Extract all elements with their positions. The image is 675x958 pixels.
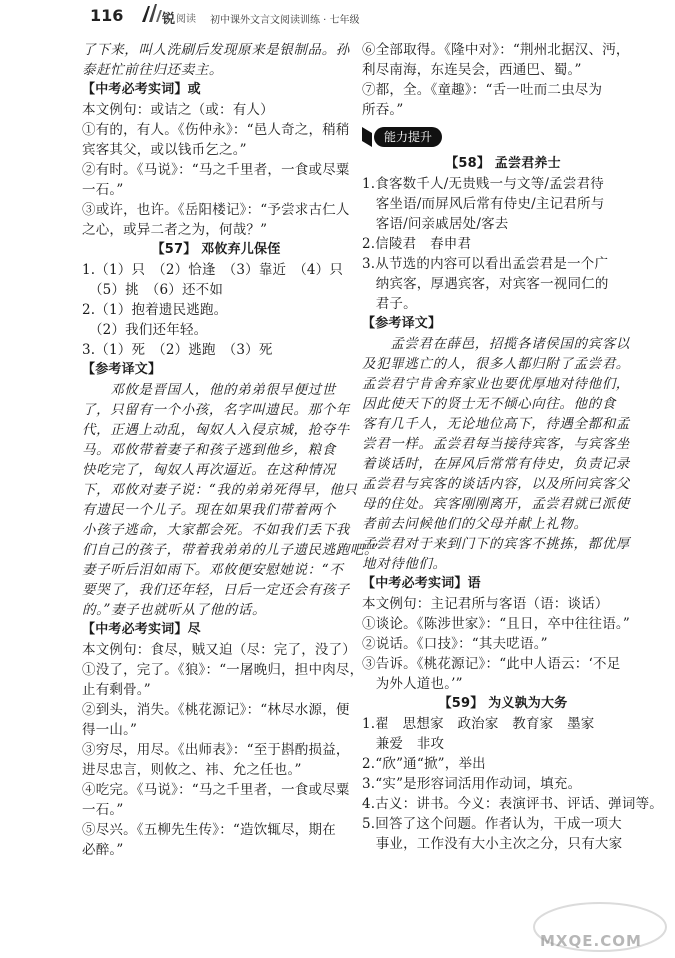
text-line: 了下来，叫人洗刷后发现原来是银制品。孙 — [82, 42, 350, 58]
text-line: 马。邓攸带着妻子和孩子逃到他乡，粮食 — [82, 442, 336, 458]
text-line: ④吃完。《马说》：“马之千里者，一食或尽粟 — [82, 782, 350, 798]
text-line: 必醉。” — [82, 842, 124, 858]
text-line: 本文例句：食尽，贼又迫（尽：完了，没了） — [82, 642, 356, 658]
text-line: 2.信陵君 春申君 — [362, 236, 472, 252]
text-line: 因此使天下的贤士无不倾心向往。他的食 — [362, 396, 616, 412]
text-line: ③或许，也许。《岳阳楼记》：“予尝求古仁人 — [82, 202, 350, 218]
text-line: 为外人道也。’” — [362, 676, 463, 692]
text-line: 及犯罪逃亡的人，很多人都归附了孟尝君。 — [362, 356, 630, 372]
text-line: 3.从节选的内容可以看出孟尝君是一个广 — [362, 256, 609, 272]
text-line: 者前去问候他们的父母并献上礼物。 — [362, 516, 588, 532]
text-line: ③穷尽，用尽。《出师表》：“至于斟酌损益， — [82, 742, 350, 758]
text-line: ①有的，有人。《伤仲永》：“邑人奇之，稍稍 — [82, 122, 350, 138]
section-tag: 【参考译文】 — [82, 362, 162, 377]
text-line: 进尽忠言，则攸之、祎、允之任也。” — [82, 762, 302, 778]
brand-logo-sub: 阅读 — [176, 14, 196, 25]
section-heading: 【59】 为义孰为大务 — [438, 696, 568, 711]
text-line: 着谈话时，在屏风后常常有侍史，负责记录 — [362, 456, 630, 472]
text-line: ②说话。《口技》：“其夫呓语。” — [362, 636, 548, 652]
right-column-main — [362, 154, 663, 854]
ability-badge — [362, 124, 644, 150]
text-line: 孟尝君在薛邑，招揽各诸侯国的宾客以 — [362, 336, 630, 352]
page-number: 116 — [90, 6, 124, 25]
logo-icon — [140, 2, 162, 26]
section-heading: 【57】 邓攸弃儿保侄 — [151, 242, 281, 257]
text-line: 邓攸是晋国人，他的弟弟很早便过世 — [82, 382, 336, 398]
text-line: 母的住处。宾客刚刚离开，孟尝君就已派使 — [362, 496, 630, 512]
section-tag: 【中考必考实词】语 — [362, 576, 481, 591]
text-line: 5.回答了这个问题。作者认为，干成一项大 — [362, 816, 622, 832]
text-line: 妻子听后泪如雨下。邓攸便安慰她说：“不 — [82, 562, 344, 578]
text-line: 3.（1）死 （2）逃跑 （3）死 — [82, 342, 273, 358]
text-line: ②有时。《马说》：“马之千里者，一食或尽粟 — [82, 162, 350, 178]
text-line: 要哭了，我们还年轻，日后一定还会有孩子 — [82, 582, 350, 598]
text-line: 客坐语/而屏风后常有侍史/主记君所与 — [362, 196, 605, 212]
text-line: 宾客其父，或以钱币乞之。” — [82, 142, 247, 158]
text-line: ②到头，消失。《桃花源记》：“林尽水源，便 — [82, 702, 350, 718]
text-line: 客语/问亲戚居处/客去 — [362, 216, 509, 232]
text-line: 4.古义：讲书。今义：表演评书、评话、弹词等。 — [362, 796, 663, 812]
flag-icon — [362, 127, 372, 147]
section-heading: 【58】 孟尝君养士 — [445, 156, 561, 171]
text-line: 一石。” — [82, 182, 124, 198]
text-line: 孟尝君宁肯舍弃家业也要优厚地对待他们， — [362, 376, 630, 392]
text-line: 一石。” — [82, 802, 124, 818]
text-line: 泰赶忙前往归还卖主。 — [82, 62, 223, 78]
text-line: ③告诉。《桃花源记》：“此中人语云：‘不足 — [362, 656, 621, 672]
text-line: 尝君一样。孟尝君每当接待宾客，与宾客坐 — [362, 436, 630, 452]
text-line: 代，正遇上动乱，匈奴人入侵京城，抢夺牛 — [82, 422, 350, 438]
text-line: ①没了，完了。《狼》：“一屠晚归，担中肉尽， — [82, 662, 364, 678]
text-line: 孟尝君与宾客的谈话内容，以及所问宾客父 — [362, 476, 630, 492]
series-title: 初中课外文言文阅读训练 · 七年级 — [210, 15, 360, 26]
text-line: 孟尝君对于来到门下的宾客不挑拣，都优厚 — [362, 536, 630, 552]
text-line: ①谈论。《陈涉世家》：“且日，卒中往往语。” — [362, 616, 630, 632]
text-line: ⑤尽兴。《五柳先生传》：“造饮辄尽，期在 — [82, 822, 336, 838]
text-line: 1.（1）只 （2）恰逢 （3）靠近 （4）只 — [82, 262, 344, 278]
text-line: 3.“实”是形容词活用作动词，填充。 — [362, 776, 582, 792]
text-line: 1.翟 思想家 政治家 教育家 墨家 — [362, 716, 595, 732]
text-line: 了，只留有一个小孩，名字叫遗民。那个年 — [82, 402, 350, 418]
text-line: 1.食客数千人/无贵贱一与文等/孟尝君待 — [362, 176, 604, 192]
text-line: 所吞。” — [362, 102, 404, 118]
text-line: 有遗民一个儿子。现在如果我们带着两个 — [82, 502, 336, 518]
text-line: ⑦都，全。《童趣》：“舌一吐而二虫尽为 — [362, 82, 603, 98]
left-column — [82, 40, 379, 860]
right-column — [362, 40, 663, 854]
text-line: 2.“欣”通“掀”，举出 — [362, 756, 486, 772]
text-line: 利尽南海，东连吴会，西通巴、蜀。” — [362, 62, 582, 78]
text-line: ⑥全部取得。《隆中对》：“荆州北据汉、沔， — [362, 42, 630, 58]
brand-logo-text: 锐 — [162, 12, 176, 27]
text-line: 君子。 — [362, 296, 417, 312]
text-line: 下，邓攸对妻子说：“我的弟弟死得早，他只 — [82, 482, 358, 498]
text-line: 快吃完了，匈奴人再次逼近。在这种情况 — [82, 462, 336, 478]
text-line: 止有剩骨。” — [82, 682, 151, 698]
text-line: 本文例句：或诘之（或：有人） — [82, 102, 274, 118]
text-line: 地对待他们。 — [362, 556, 447, 572]
text-line: 得一山。” — [82, 722, 138, 738]
text-line: 之心，或异二者之为，何哉？” — [82, 222, 268, 238]
text-line: 小孩子逃命，大家都会死。不如我们丢下我 — [82, 522, 350, 538]
text-line: （2）我们还年轻。 — [82, 322, 208, 338]
watermark-text: MXQE.COM — [540, 932, 642, 950]
text-line: 客有几千人，无论地位高下，待遇全都和孟 — [362, 416, 630, 432]
text-line: 们自己的孩子，带着我弟弟的儿子遗民逃跑吧。” — [82, 542, 379, 558]
section-tag: 【中考必考实词】或 — [82, 82, 201, 97]
badge-label: 能力提升 — [374, 127, 442, 147]
page-header — [0, 0, 675, 36]
text-line: 的。”妻子也就听从了他的话。 — [82, 602, 267, 618]
right-column-top — [362, 40, 644, 120]
text-line: 事业，工作没有大小主次之分，只有大家 — [362, 836, 623, 852]
text-line: 兼爱 非攻 — [362, 736, 445, 752]
text-line: 本文例句：主记君所与客语（语：谈话） — [362, 596, 609, 612]
text-line: 2.（1）抱着遗民逃跑。 — [82, 302, 228, 318]
text-line: （5）挑 （6）还不如 — [82, 282, 224, 298]
text-line: 纳宾客，厚遇宾客，对宾客一视同仁的 — [362, 276, 609, 292]
section-tag: 【参考译文】 — [362, 316, 442, 331]
section-tag: 【中考必考实词】尽 — [82, 622, 201, 637]
